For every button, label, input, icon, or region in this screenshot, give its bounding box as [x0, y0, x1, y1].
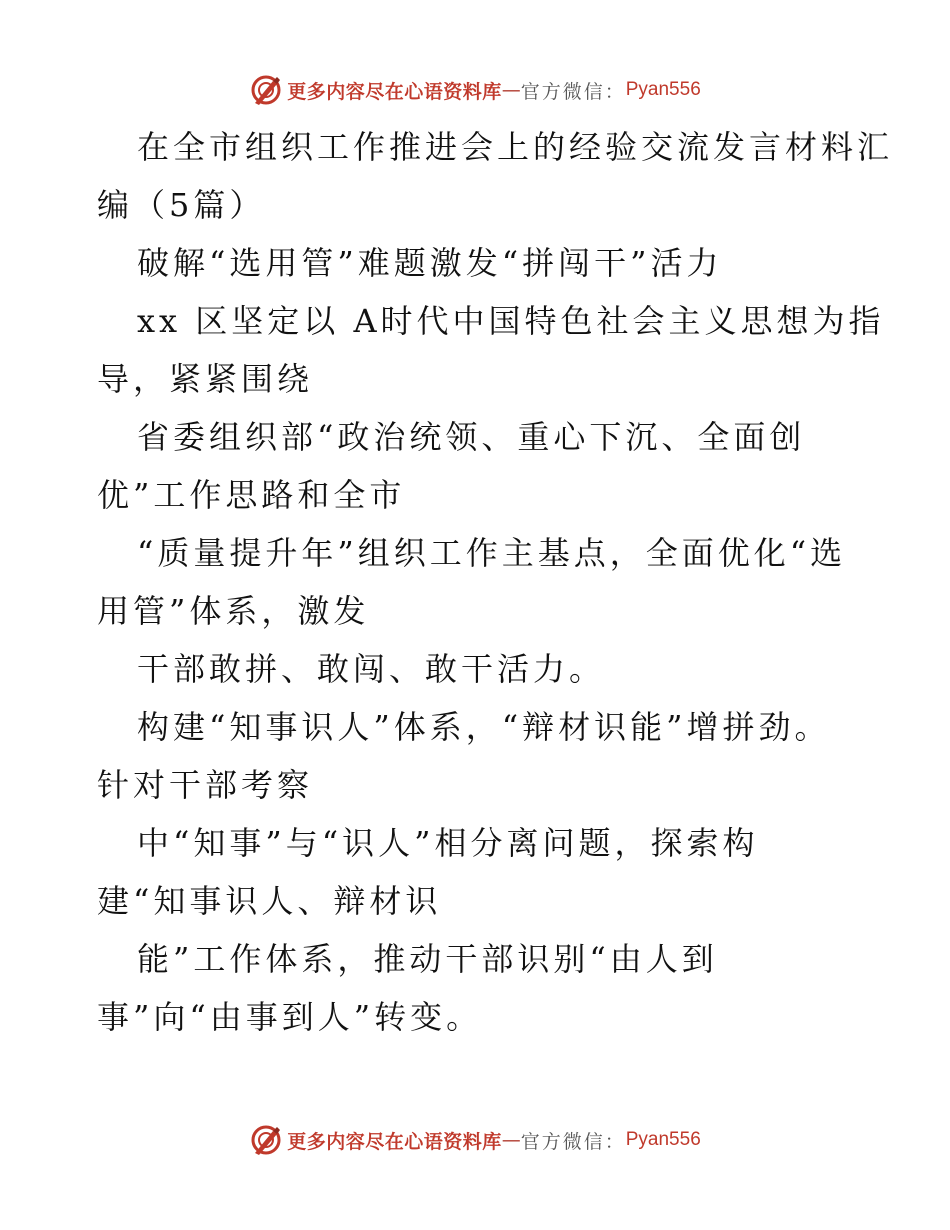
text-line: 建“知事识人、辩材识: [97, 882, 442, 920]
banner-separator: —: [501, 79, 521, 101]
text-line: xx 区坚定以 A时代中国特色社会主义思想为指: [137, 302, 885, 340]
text-line: 省委组织部“政治统领、重心下沉、全面创: [137, 418, 806, 456]
wechat-label: 官方微信：: [520, 80, 626, 103]
wechat-label: 官方微信：: [520, 1130, 626, 1153]
text-line: “质量提升年”组织工作主基点，全面优化“选: [137, 534, 847, 572]
text-line: 导，紧紧围绕: [97, 360, 314, 398]
text-line: 针对干部考察: [97, 766, 314, 804]
pen-logo-icon: [249, 1123, 283, 1157]
site-name: 更多内容尽在心语资料库: [287, 1130, 502, 1153]
text-line: 能”工作体系，推动干部识别“由人到: [137, 940, 718, 978]
site-name: 更多内容尽在心语资料库: [287, 80, 502, 103]
text-line: 干部敢拼、敢闯、敢干活力。: [137, 650, 606, 688]
text-line: 用管”体系，激发: [97, 592, 370, 630]
pen-logo-icon: [249, 73, 283, 107]
header-watermark-content: [249, 73, 701, 107]
text-line: 事”向“由事到人”转变。: [97, 998, 483, 1036]
footer-watermark-content: [249, 1123, 701, 1157]
banner-separator: —: [501, 1129, 521, 1151]
document-body: [97, 118, 894, 1046]
wechat-id: Pyan556: [625, 79, 701, 100]
wechat-id: Pyan556: [625, 1129, 701, 1150]
text-line: 构建“知事识人”体系，“辩材识能”增拼劲。: [137, 708, 831, 746]
text-line: 破解“选用管”难题激发“拼闯干”活力: [137, 244, 723, 282]
text-line: 中“知事”与“识人”相分离问题，探索构: [137, 824, 759, 862]
text-line: 编（5篇）: [97, 186, 266, 224]
footer-watermark: [0, 1120, 950, 1160]
text-line: 优”工作思路和全市: [97, 476, 406, 514]
text-line: 在全市组织工作推进会上的经验交流发言材料汇: [137, 128, 894, 166]
header-watermark: [0, 70, 950, 110]
